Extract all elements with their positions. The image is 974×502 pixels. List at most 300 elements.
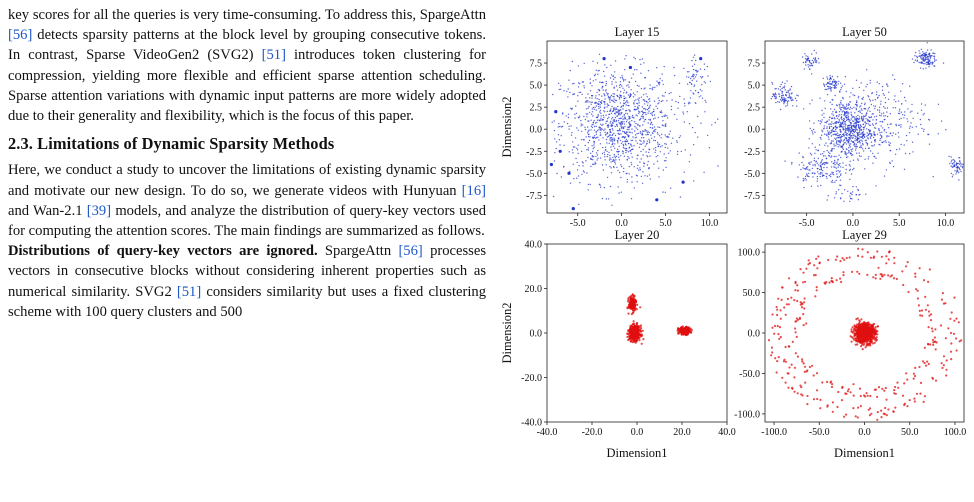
data-point (601, 115, 602, 116)
data-point (602, 119, 603, 120)
data-point (835, 83, 836, 84)
data-point (799, 318, 801, 320)
data-point (604, 111, 605, 112)
data-point (629, 331, 631, 333)
data-point (613, 96, 614, 97)
data-point (831, 148, 832, 149)
data-point (794, 391, 796, 393)
data-point (844, 115, 845, 116)
data-point (829, 126, 830, 127)
data-point (705, 102, 706, 103)
citation-link[interactable]: [56] (8, 27, 33, 44)
data-point (647, 131, 648, 132)
y-tick-label: 40.0 (524, 239, 542, 251)
data-point (841, 119, 842, 120)
data-point (625, 55, 626, 56)
data-point (931, 55, 932, 56)
data-point (888, 136, 889, 137)
data-point (634, 100, 635, 101)
data-point (608, 152, 609, 153)
data-point (777, 101, 778, 102)
data-point (665, 192, 666, 193)
text-run: processes vectors in consecutive blocks without considering inherent properties such as numerical similarity. SVG2 (8, 243, 486, 300)
data-point (624, 98, 625, 99)
data-point (627, 102, 628, 103)
data-point (873, 329, 875, 331)
data-point (869, 131, 870, 132)
data-point (786, 92, 787, 93)
data-point (661, 110, 662, 111)
data-point (650, 178, 651, 179)
data-point (677, 108, 678, 109)
data-point (840, 142, 841, 143)
data-point (896, 125, 897, 126)
data-point (700, 123, 701, 124)
data-point (867, 84, 868, 85)
data-point (692, 127, 693, 128)
data-point (626, 141, 627, 142)
data-point (834, 160, 835, 161)
data-point (846, 105, 847, 106)
data-point (638, 133, 639, 134)
data-point (598, 101, 599, 102)
data-point (847, 191, 848, 192)
data-point (834, 117, 835, 118)
data-point (594, 137, 595, 138)
data-point (788, 345, 790, 347)
data-point (600, 107, 601, 108)
data-point (632, 326, 634, 328)
data-point (837, 76, 838, 77)
data-point (658, 176, 659, 177)
data-point (605, 147, 606, 148)
data-point (844, 112, 845, 113)
data-point (821, 121, 822, 122)
data-point (880, 138, 881, 139)
data-point (827, 88, 828, 89)
data-point (629, 82, 630, 83)
data-point (831, 113, 832, 114)
data-point (658, 145, 659, 146)
data-point (777, 333, 779, 335)
data-point (645, 151, 646, 152)
data-point (622, 77, 623, 78)
data-point (934, 56, 935, 57)
data-point (953, 162, 954, 163)
data-point (827, 173, 828, 174)
data-point (576, 127, 577, 128)
data-point (923, 63, 924, 64)
data-point (812, 143, 813, 144)
data-point (834, 87, 835, 88)
data-point (594, 109, 595, 110)
data-point (852, 88, 853, 89)
data-point (961, 163, 962, 164)
data-point (623, 121, 624, 122)
data-point (596, 92, 597, 93)
citation-link[interactable]: [51] (261, 47, 286, 64)
data-point (640, 133, 641, 134)
data-point (856, 144, 857, 145)
data-point (836, 115, 837, 116)
data-point (903, 382, 905, 384)
data-point (827, 199, 828, 200)
data-point (607, 136, 608, 137)
data-point (633, 328, 635, 330)
data-point (574, 114, 575, 115)
data-point (919, 393, 921, 395)
data-point (859, 341, 861, 343)
data-point (907, 108, 908, 109)
data-point (900, 118, 901, 119)
y-tick-label: -5.0 (526, 168, 542, 180)
data-point (820, 185, 821, 186)
data-point (648, 108, 649, 109)
data-point (934, 57, 935, 58)
data-point (628, 307, 630, 309)
data-point (787, 298, 789, 300)
data-point (558, 134, 559, 135)
data-point (787, 102, 788, 103)
data-point (847, 112, 848, 113)
data-point (568, 80, 569, 81)
data-point (854, 129, 855, 130)
data-point (804, 168, 805, 169)
data-point (943, 62, 944, 63)
data-point (607, 177, 608, 178)
data-point (588, 189, 589, 190)
data-point (788, 91, 789, 92)
data-point (586, 100, 587, 101)
data-point (845, 414, 847, 416)
outlier-point (554, 110, 557, 113)
data-point (872, 100, 873, 101)
data-point (950, 165, 951, 166)
data-point (619, 109, 620, 110)
data-point (862, 348, 864, 350)
data-point (631, 164, 632, 165)
data-point (701, 84, 702, 85)
data-point (611, 172, 612, 173)
data-point (836, 191, 837, 192)
data-point (832, 411, 834, 413)
data-point (829, 123, 830, 124)
data-point (666, 144, 667, 145)
data-point (821, 172, 822, 173)
data-point (816, 398, 818, 400)
data-point (785, 98, 786, 99)
data-point (859, 136, 860, 137)
data-point (840, 173, 841, 174)
data-point (958, 172, 959, 173)
data-point (808, 58, 809, 59)
data-point (589, 140, 590, 141)
data-point (573, 178, 574, 179)
data-point (915, 60, 916, 61)
data-point (838, 83, 839, 84)
data-point (633, 295, 635, 297)
data-point (938, 104, 939, 105)
data-point (836, 279, 838, 281)
data-point (934, 53, 935, 54)
citation-link[interactable]: [16] (461, 182, 486, 199)
data-point (695, 90, 696, 91)
data-point (828, 134, 829, 135)
data-point (577, 162, 578, 163)
data-point (845, 107, 846, 108)
citation-link[interactable]: [39] (86, 202, 112, 219)
data-point (860, 142, 861, 143)
data-point (952, 163, 953, 164)
data-point (667, 136, 668, 137)
data-point (581, 174, 582, 175)
data-point (954, 170, 955, 171)
data-point (592, 111, 593, 112)
y-tick-label: 0.0 (529, 328, 542, 340)
data-point (623, 147, 624, 148)
data-point (823, 113, 824, 114)
data-point (649, 88, 650, 89)
data-point (835, 134, 836, 135)
data-point (586, 149, 587, 150)
data-point (665, 167, 666, 168)
data-point (610, 140, 611, 141)
data-point (796, 284, 798, 286)
data-point (814, 295, 816, 297)
data-point (956, 164, 957, 165)
data-point (892, 74, 893, 75)
data-point (850, 146, 851, 147)
data-point (956, 171, 957, 172)
data-point (858, 322, 860, 324)
data-point (579, 83, 580, 84)
data-point (623, 144, 624, 145)
data-point (637, 129, 638, 130)
data-point (659, 82, 660, 83)
data-point (649, 98, 650, 99)
data-point (853, 395, 855, 397)
citation-link[interactable]: [51] (176, 283, 202, 300)
data-point (610, 121, 611, 122)
data-point (883, 112, 884, 113)
data-point (647, 112, 648, 113)
data-point (609, 159, 610, 160)
data-point (872, 145, 873, 146)
x-tick-label: -20.0 (581, 427, 603, 438)
data-point (832, 118, 833, 119)
data-point (860, 82, 861, 83)
data-point (840, 126, 841, 127)
data-point (907, 121, 908, 122)
data-point (880, 416, 882, 418)
data-point (631, 77, 632, 78)
data-point (705, 100, 706, 101)
text-run: detects sparsity patterns at the block level by grouping consecutive tokens. In contrast, Sparse VideoGen2 (SVG2) (8, 27, 486, 64)
data-point (627, 113, 628, 114)
y-tick-label: -50.0 (739, 368, 760, 380)
axes-frame (547, 41, 727, 213)
data-point (789, 90, 790, 91)
data-point (953, 159, 954, 160)
data-point (804, 281, 806, 283)
data-point (893, 392, 895, 394)
data-point (785, 382, 787, 384)
data-point (599, 184, 600, 185)
data-point (910, 122, 911, 123)
data-point (951, 156, 952, 157)
data-point (833, 174, 834, 175)
data-point (652, 133, 653, 134)
data-point (610, 65, 611, 66)
data-point (625, 97, 626, 98)
data-point (599, 120, 600, 121)
data-point (850, 127, 851, 128)
data-point (600, 102, 601, 103)
data-point (904, 144, 905, 145)
data-point (845, 153, 846, 154)
data-point (624, 137, 625, 138)
data-point (869, 340, 871, 342)
data-point (586, 113, 587, 114)
data-point (796, 100, 797, 101)
data-point (853, 144, 854, 145)
data-point (617, 106, 618, 107)
data-point (662, 73, 663, 74)
data-point (578, 130, 579, 131)
data-point (858, 199, 859, 200)
citation-link[interactable]: [56] (398, 243, 423, 260)
data-point (605, 123, 606, 124)
data-point (624, 118, 625, 119)
data-point (638, 113, 639, 114)
data-point (632, 140, 633, 141)
data-point (954, 166, 955, 167)
data-point (641, 116, 642, 117)
data-point (836, 168, 837, 169)
data-point (562, 126, 563, 127)
data-point (881, 136, 882, 137)
data-point (785, 314, 787, 316)
data-point (861, 103, 862, 104)
data-point (604, 64, 605, 65)
data-point (893, 107, 894, 108)
data-point (604, 128, 605, 129)
data-point (597, 62, 598, 63)
data-point (893, 257, 895, 259)
data-point (849, 109, 850, 110)
data-point (923, 131, 924, 132)
data-point (817, 255, 819, 257)
data-point (579, 116, 580, 117)
data-point (944, 302, 946, 304)
data-point (564, 121, 565, 122)
data-point (857, 137, 858, 138)
data-point (958, 321, 960, 323)
data-point (910, 111, 911, 112)
data-point (936, 60, 937, 61)
data-point (876, 250, 878, 252)
data-point (605, 149, 606, 150)
data-point (784, 160, 785, 161)
data-point (781, 88, 782, 89)
data-point (863, 117, 864, 118)
data-point (656, 85, 657, 86)
data-point (845, 125, 846, 126)
data-point (843, 124, 844, 125)
data-point (810, 63, 811, 64)
data-point (572, 83, 573, 84)
data-point (688, 71, 689, 72)
data-point (776, 371, 778, 373)
data-point (924, 113, 925, 114)
data-point (618, 120, 619, 121)
data-point (597, 114, 598, 115)
data-point (828, 124, 829, 125)
data-point (894, 79, 895, 80)
data-point (592, 151, 593, 152)
data-point (809, 366, 811, 368)
data-point (839, 114, 840, 115)
data-point (859, 106, 860, 107)
data-point (852, 137, 853, 138)
data-point (592, 115, 593, 116)
data-point (694, 55, 695, 56)
data-point (912, 118, 913, 119)
data-point (833, 144, 834, 145)
data-point (772, 96, 773, 97)
y-tick-label: -7.5 (744, 190, 760, 202)
data-point (771, 327, 773, 329)
data-point (652, 127, 653, 128)
data-point (919, 50, 920, 51)
data-point (840, 83, 841, 84)
data-point (871, 330, 873, 332)
data-point (842, 136, 843, 137)
data-point (884, 407, 886, 409)
data-point (849, 145, 850, 146)
data-point (934, 328, 936, 330)
data-point (934, 59, 935, 60)
data-point (621, 121, 622, 122)
data-point (634, 187, 635, 188)
data-point (833, 172, 834, 173)
data-point (660, 112, 661, 113)
data-point (863, 90, 864, 91)
data-point (583, 139, 584, 140)
data-point (858, 124, 859, 125)
data-point (588, 107, 589, 108)
data-point (952, 176, 953, 177)
data-point (645, 114, 646, 115)
data-point (863, 108, 864, 109)
data-point (890, 113, 891, 114)
data-point (866, 392, 868, 394)
data-point (563, 90, 564, 91)
data-point (600, 187, 601, 188)
data-point (813, 61, 814, 62)
data-point (881, 125, 882, 126)
data-point (647, 134, 648, 135)
data-point (606, 106, 607, 107)
data-point (841, 126, 842, 127)
data-point (554, 160, 555, 161)
data-point (560, 89, 561, 90)
data-point (640, 118, 641, 119)
data-point (660, 146, 661, 147)
data-point (779, 326, 781, 328)
data-point (657, 108, 658, 109)
data-point (857, 115, 858, 116)
